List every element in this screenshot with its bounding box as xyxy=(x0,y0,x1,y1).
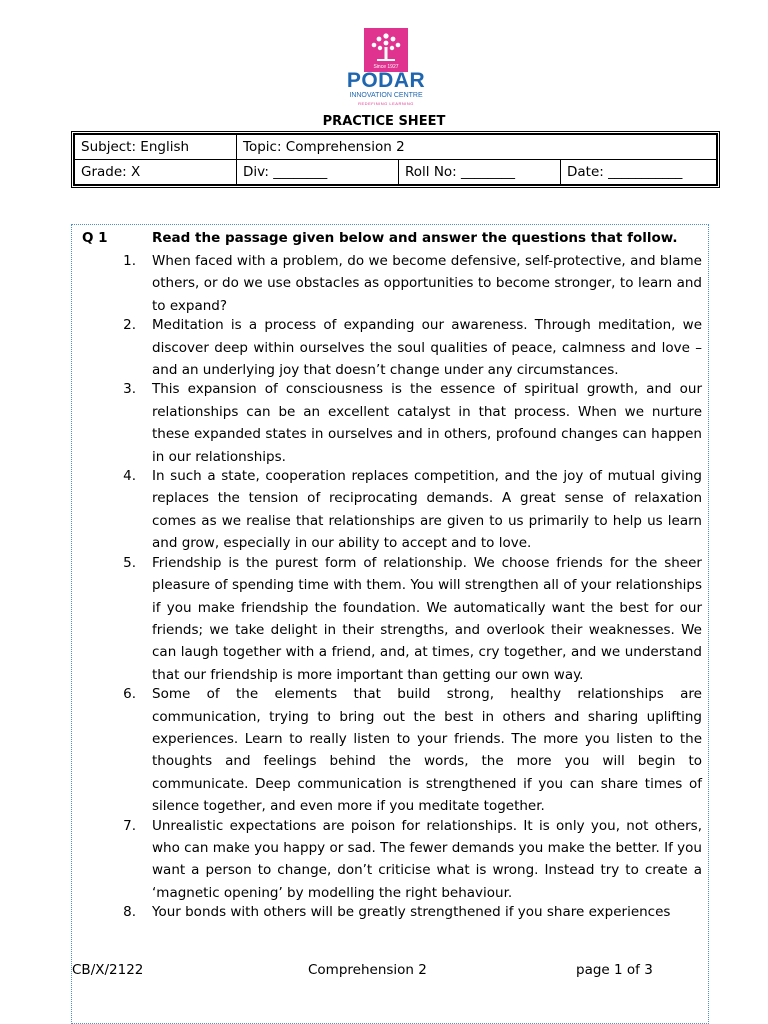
footer-page-number: page 1 of 3 xyxy=(576,962,653,978)
passage-item xyxy=(72,314,708,381)
passage-item-text: Unrealistic expectations are poison for relationships. It is only you, not others, who can make you happy or sad. The fewer demands you make the better. If you want a person to change, don’t criticise what is wrong. Instead try to create a ‘magnetic opening’ by modelling the right behaviour. xyxy=(152,817,702,901)
tree-emblem-icon xyxy=(364,28,408,72)
podar-logo xyxy=(336,28,436,112)
passage-item-text: In such a state, cooperation replaces competition, and the joy of mutual giving replaces the tension of reciprocating demands. A great sense of relaxation comes as we realise that relationships are given to us primarily to help us learn and grow, especially in our ability to accept and to love. xyxy=(152,468,702,552)
passage-item-text: When faced with a problem, do we become defensive, self-protective, and blame others, or do we use obstacles as opportunities to become stronger, to learn and to expand? xyxy=(152,253,702,314)
passage-item xyxy=(72,683,708,817)
passage-item-number: 4. xyxy=(123,468,136,485)
footer-code: CB/X/2122 xyxy=(72,962,144,978)
logo-name: PODAR xyxy=(346,69,426,92)
passage-item xyxy=(72,465,708,555)
question-box xyxy=(71,224,709,1024)
passage-item-number: 8. xyxy=(123,904,136,921)
passage-item-text: Friendship is the purest form of relationship. We choose friends for the sheer pleasure of spending time with them. You will strengthen all of your relationships if you make friendship the foundation. We automatically want the best for our friends; we take delight in their strengths, and overlook their weaknesses. We can laugh together with a friend, and, at times, cry together, and we understand that our friendship is more important than getting our own way. xyxy=(152,554,702,683)
since-label: Since 1927 xyxy=(373,64,399,70)
logo-tagline: REDEFINING LEARNING xyxy=(358,101,414,106)
page-title: PRACTICE SHEET xyxy=(322,114,446,129)
passage-item-text: Some of the elements that build strong, healthy relationships are communication, trying to bring out the best in others and sharing uplifting experiences. Learn to really listen to your friends. The more you listen to the thoughts and feelings behind the words, the more you will begin to communicate. Deep communication is strengthened if you can share times of silence together, and even more if you meditate together. xyxy=(152,686,702,815)
passage-item-number: 3. xyxy=(123,381,136,398)
info-table xyxy=(71,131,720,188)
passage-item xyxy=(72,901,708,923)
passage-item-text: This expansion of consciousness is the essence of spiritual growth, and our relationships can be an excellent catalyst in that process. When we nurture these expanded states in ourselves and in others, profound changes can happen in our relationships. xyxy=(152,381,702,465)
passage-item xyxy=(72,815,708,905)
passage-item-number: 5. xyxy=(123,554,136,571)
passage-list xyxy=(72,250,708,921)
footer-title: Comprehension 2 xyxy=(308,962,427,978)
logo-subtitle: INNOVATION CENTRE xyxy=(349,92,423,99)
roll-no-cell: Roll No: ________ xyxy=(399,160,561,185)
passage-item-number: 7. xyxy=(123,817,136,834)
subject-cell: Subject: English xyxy=(75,135,237,160)
passage-item-number: 6. xyxy=(123,686,136,703)
passage-item xyxy=(72,552,708,686)
question-instruction: Read the passage given below and answer the questions that follow. xyxy=(152,230,678,246)
passage-item-number: 2. xyxy=(123,317,136,334)
passage-item xyxy=(72,378,708,468)
topic-cell: Topic: Comprehension 2 xyxy=(237,135,717,160)
passage-item-text: Your bonds with others will be greatly strengthened if you share experiences xyxy=(152,904,671,921)
passage-item-text: Meditation is a process of expanding our awareness. Through meditation, we discover deep within ourselves the soul qualities of peace, calmness and love – and an underlying joy that doesn’t change under any circumstances. xyxy=(152,317,702,379)
passage-item xyxy=(72,250,708,317)
grade-cell: Grade: X xyxy=(75,160,237,185)
question-number: Q 1 xyxy=(82,230,108,246)
div-cell: Div: ________ xyxy=(237,160,399,185)
date-cell: Date: ___________ xyxy=(561,160,717,185)
passage-item-number: 1. xyxy=(123,253,136,269)
